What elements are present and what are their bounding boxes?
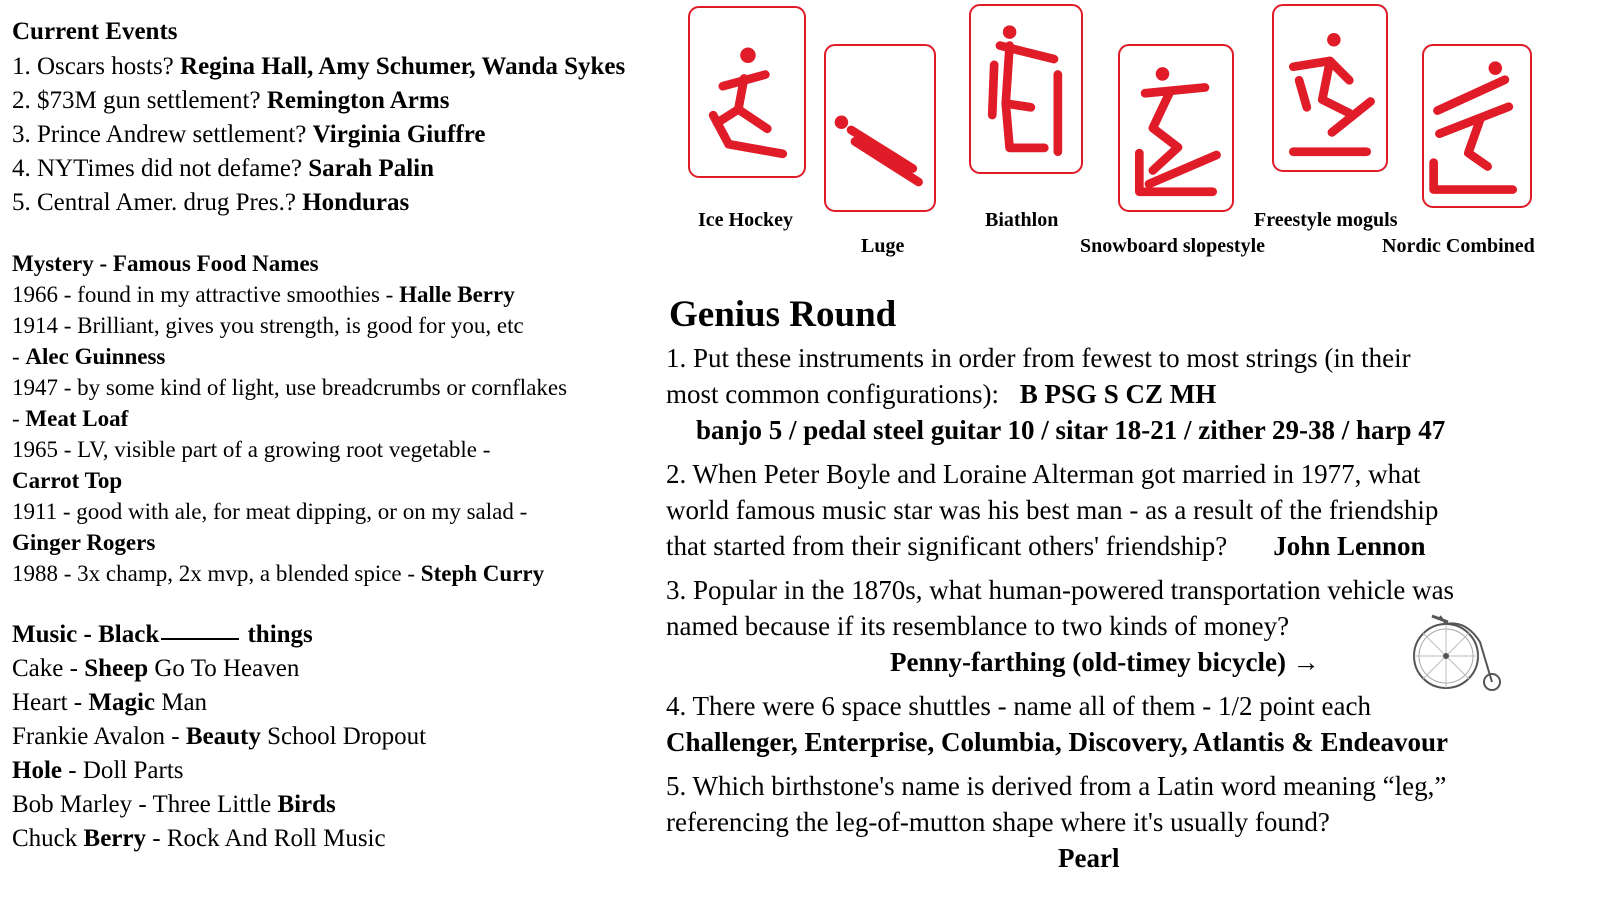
pictogram-label: Snowboard slopestyle	[1080, 235, 1266, 257]
current-events-item: 5. Central Amer. drug Pres.? Honduras	[12, 189, 410, 216]
q3-line: 3. Popular in the 1870s, what human-powered transportation vehicle was	[666, 575, 1455, 605]
q5-line: referencing the leg-of-mutton shape where it's usually found?	[666, 807, 1330, 837]
mystery-line: 1914 - Brilliant, gives you strength, is good for you, etc	[12, 313, 524, 338]
current-events-item: 4. NYTimes did not defame? Sarah Palin	[12, 155, 434, 182]
pictogram-label: Ice Hockey	[698, 209, 793, 231]
music-heading: Music - Black things	[12, 621, 313, 648]
mystery-line: 1965 - LV, visible part of a growing root vegetable -	[12, 437, 491, 462]
q5-line: 5. Which birthstone's name is derived from a Latin word meaning “leg,”	[666, 771, 1447, 801]
pictogram-label: Biathlon	[985, 209, 1059, 231]
music-line: Heart - Magic Man	[12, 689, 208, 716]
mystery-line: 1947 - by some kind of light, use breadcrumbs or cornflakes	[12, 375, 568, 400]
moguls-icon	[1272, 4, 1388, 172]
music-line: Frankie Avalon - Beauty School Dropout	[12, 723, 427, 750]
pictogram-label: Nordic Combined	[1382, 235, 1535, 257]
luge-icon	[824, 44, 936, 212]
pictogram-label: Freestyle moguls	[1254, 209, 1398, 231]
music-line: Cake - Sheep Go To Heaven	[12, 655, 300, 682]
q3-answer: Penny-farthing (old-timey bicycle) →	[890, 647, 1320, 677]
current-events-item: 2. $73M gun settlement? Remington Arms	[12, 87, 450, 114]
ice-hockey-icon	[688, 6, 806, 178]
music-line: Chuck Berry - Rock And Roll Music	[12, 825, 386, 852]
nordic-combined-icon	[1422, 44, 1532, 208]
biathlon-icon	[969, 4, 1083, 174]
blank-line	[161, 636, 239, 640]
q3-line: named because if its resemblance to two kinds of money?	[666, 611, 1290, 641]
q2-line: that started from their significant others' friendship? John Lennon	[666, 531, 1426, 561]
penny-farthing-icon	[1410, 612, 1504, 692]
pictogram-label: Luge	[861, 235, 905, 257]
q1-line: most common configurations): B PSG S CZ MH	[666, 379, 1217, 409]
q4-line: 4. There were 6 space shuttles - name all of them - 1/2 point each	[666, 691, 1372, 721]
q5-answer: Pearl	[1058, 843, 1120, 873]
mystery-line: Carrot Top	[12, 468, 123, 493]
mystery-line: 1966 - found in my attractive smoothies - Halle Berry	[12, 282, 515, 307]
mystery-line: 1911 - good with ale, for meat dipping, or on my salad -	[12, 499, 528, 524]
mystery-line: Ginger Rogers	[12, 530, 156, 555]
music-line: Bob Marley - Three Little Birds	[12, 791, 336, 818]
q1-line: 1. Put these instruments in order from fewest to most strings (in their	[666, 343, 1411, 373]
current-events-item: 3. Prince Andrew settlement? Virginia Giuffre	[12, 121, 486, 148]
q2-line: 2. When Peter Boyle and Loraine Alterman got married in 1977, what	[666, 459, 1421, 489]
current-events-heading: Current Events	[12, 18, 178, 45]
snowboard-icon	[1118, 44, 1234, 212]
current-events-item: 1. Oscars hosts? Regina Hall, Amy Schumer, Wanda Sykes	[12, 53, 626, 80]
genius-title: Genius Round	[669, 294, 897, 335]
mystery-line: - Alec Guinness	[12, 344, 166, 369]
q1-answer: banjo 5 / pedal steel guitar 10 / sitar 18-21 / zither 29-38 / harp 47	[696, 415, 1446, 445]
q2-line: world famous music star was his best man - as a result of the friendship	[666, 495, 1439, 525]
mystery-line: 1988 - 3x champ, 2x mvp, a blended spice - Steph Curry	[12, 561, 545, 586]
q4-answer: Challenger, Enterprise, Columbia, Discovery, Atlantis & Endeavour	[666, 727, 1449, 757]
mystery-heading: Mystery - Famous Food Names	[12, 251, 319, 276]
mystery-line: - Meat Loaf	[12, 406, 129, 431]
music-line: Hole - Doll Parts	[12, 757, 184, 784]
